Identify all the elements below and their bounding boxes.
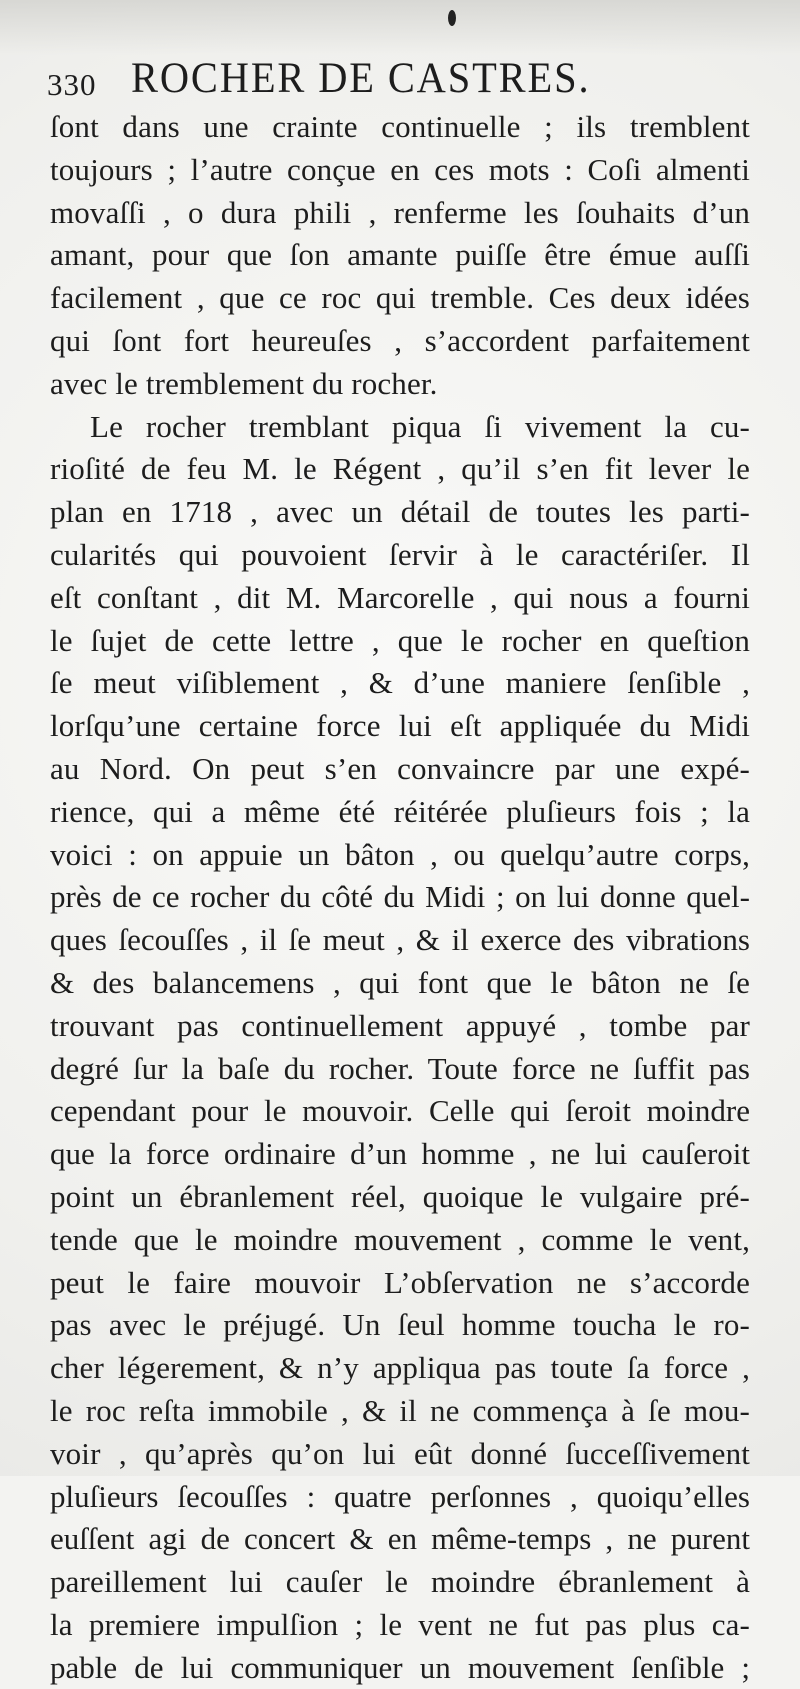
text-line: facilement , que ce roc qui tremble. Ces deux idées	[50, 280, 750, 316]
text-line: rioſité de feu M. le Régent , qu’il s’en fit lever le	[50, 451, 750, 487]
body-text	[50, 106, 750, 1689]
text-line: peut le faire mouvoir L’obſervation ne s’accorde	[50, 1264, 750, 1300]
text-line: pluſieurs ſecouſſes : quatre perſonnes , quoiqu’elles	[50, 1478, 750, 1514]
text-line: pas avec le préjugé. Un ſeul homme toucha le ro-	[50, 1307, 750, 1343]
text-line: voir , qu’après qu’on lui eût donné ſucceſſivement	[50, 1435, 750, 1471]
text-line: que la force ordinaire d’un homme , ne lui cauſeroit	[50, 1136, 750, 1172]
text-line: Le rocher tremblant piqua ſi vivement la cu-	[90, 408, 750, 444]
text-line: plan en 1718 , avec un détail de toutes les parti-	[50, 494, 750, 530]
text-line: près de ce rocher du côté du Midi ; on lui donne quel-	[50, 879, 750, 915]
text-line: amant, pour que ſon amante puiſſe être émue auſſi	[50, 237, 750, 273]
text-line: rience, qui a même été réitérée pluſieurs fois ; la	[50, 793, 750, 829]
text-line: la premiere impulſion ; le vent ne fut pas plus ca-	[50, 1606, 750, 1642]
text-line: eſt conſtant , dit M. Marcorelle , qui nous a fourni	[50, 579, 750, 615]
text-line: ſont dans une crainte continuelle ; ils tremblent	[50, 109, 750, 144]
text-line: degré ſur la baſe du rocher. Toute force ne ſuffit pas	[50, 1050, 750, 1086]
text-line: tende que le moindre mouvement , comme le vent,	[50, 1221, 750, 1257]
text-line: cher légerement, & n’y appliqua pas toute ſa force ,	[50, 1350, 750, 1386]
text-line: qui ſont fort heureuſes , s’accordent parfaitement	[50, 322, 750, 358]
text-line: ſe meut viſiblement , & d’une maniere ſenſible ,	[50, 665, 750, 701]
text-line: avec le tremblement du rocher.	[50, 365, 438, 401]
printed-mark-top	[448, 10, 456, 26]
text-line: trouvant pas continuellement appuyé , tombe par	[50, 1007, 750, 1043]
text-line: au Nord. On peut s’en convaincre par une expé-	[50, 750, 750, 786]
running-title: ROCHER DE CASTRES.	[131, 55, 591, 102]
text-line: lorſqu’une certaine force lui eſt appliquée du Midi	[50, 708, 750, 744]
top-page-shadow	[0, 0, 800, 55]
text-line: pable de lui communiquer un mouvement ſenſible ;	[50, 1649, 750, 1685]
text-line: ques ſecouſſes , il ſe meut , & il exerce des vibrations	[50, 922, 750, 958]
text-line: euſſent agi de concert & en même-temps , ne purent	[50, 1521, 750, 1557]
text-line: voici : on appuie un bâton , ou quelqu’autre corps,	[50, 836, 750, 872]
text-line: pareillement lui cauſer le moindre ébranlement à	[50, 1564, 750, 1600]
text-line: toujours ; l’autre conçue en ces mots : Coſi almenti	[50, 151, 750, 187]
text-line: & des balancemens , qui font que le bâton ne ſe	[50, 964, 750, 1000]
text-line: le roc reſta immobile , & il ne commença à ſe mou-	[50, 1392, 750, 1428]
text-line: le ſujet de cette lettre , que le rocher en queſtion	[50, 622, 750, 658]
text-line: point un ébranlement réel, quoique le vulgaire pré-	[50, 1178, 750, 1214]
page-number: 330	[47, 67, 97, 102]
text-line: cependant pour le mouvoir. Celle qui ſeroit moindre	[50, 1093, 750, 1129]
text-line: cularités qui pouvoient ſervir à le caractériſer. Il	[50, 536, 750, 572]
page-header	[47, 56, 750, 100]
text-line: movaſſi , o dura phili , renferme les ſouhaits d’un	[50, 194, 750, 230]
